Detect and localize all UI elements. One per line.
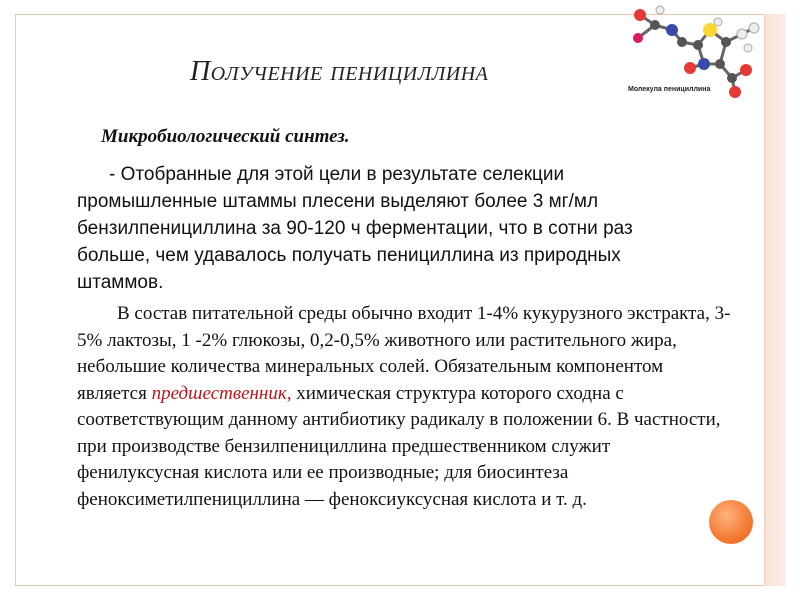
paragraph-strains — [77, 161, 677, 296]
paragraph-medium — [77, 301, 737, 513]
decorative-orange-circle — [709, 500, 753, 544]
paragraph-medium-text-end: химическая структура которого сходна с соответствующим данному антибиотику радикалу в положении 6. В частности, при производстве бензилпенициллина предшественником служит фенилуксусная кислота или ее производные; для биосинтеза феноксиметилпенициллина — феноксиуксусная кислота и т. д. — [77, 382, 721, 510]
paragraph-medium-text-start: В состав питательной среды обычно входит 1-4% кукурузного экстракта, 3-5% лактозы, 1 -2% глюкозы, 0,2-0,5% животного или растительного жира, небольшие количества минеральных солей. Обязательным компонентом является — [77, 303, 731, 404]
precursor-highlight: предшественник, — [151, 382, 292, 404]
molecule-caption: Молекула пенициллина — [628, 86, 711, 93]
slide-title: Получение пенициллина — [190, 56, 489, 87]
paragraph-strains-text: - Отобранные для этой цели в результате селекции промышленные штаммы плесени выделяют более 3 мг/мл бензилпенициллина за 90-120 ч ферментации, что в сотни раз больше, чем удавалось получать пенициллина из природных штаммов. — [77, 164, 633, 293]
section-subheading: Микробиологический синтез. — [101, 126, 350, 147]
